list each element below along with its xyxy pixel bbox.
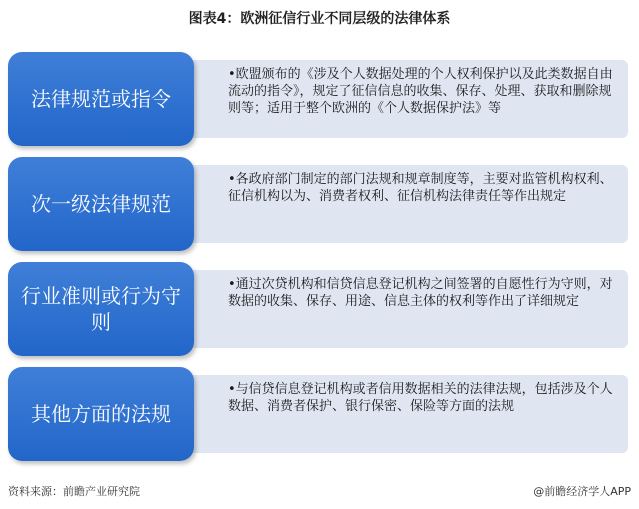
layer-description: •各政府部门制定的部门法规和规章制度等，主要对监管机构权利、征信机构以为、消费者权利、征信机构法律责任等作出规定 — [188, 165, 628, 243]
layer-description: •欧盟颁布的《涉及个人数据处理的个人权利保护以及此类数据自由流动的指令》，规定了征信信息的收集、保存、处理、获取和删除规则等；适用于整个欧洲的《个人数据保护法》等 — [188, 60, 628, 138]
brand-note: @前瞻经济学人APP — [533, 485, 631, 498]
chart-title: 图表4：欧洲征信行业不同层级的法律体系 — [188, 11, 451, 27]
layer-label: 行业准则或行为守则 — [8, 262, 194, 356]
layer-label: 次一级法律规范 — [8, 157, 194, 251]
layer-row-2 — [8, 157, 632, 251]
layer-row-1 — [8, 52, 632, 146]
layer-description: •与信贷信息登记机构或者信用数据相关的法律法规，包括涉及个人数据、消费者保护、银行保密、保险等方面的法规 — [188, 375, 628, 453]
layer-description: •通过次贷机构和信贷信息登记机构之间签署的自愿性行为守则，对数据的收集、保存、用途、信息主体的权利等作出了详细规定 — [188, 270, 628, 348]
layer-label: 法律规范或指令 — [8, 52, 194, 146]
layer-label: 其他方面的法规 — [8, 367, 194, 461]
source-note: 资料来源：前瞻产业研究院 — [8, 485, 140, 498]
layer-row-4 — [8, 367, 632, 461]
layer-row-3 — [8, 262, 632, 356]
